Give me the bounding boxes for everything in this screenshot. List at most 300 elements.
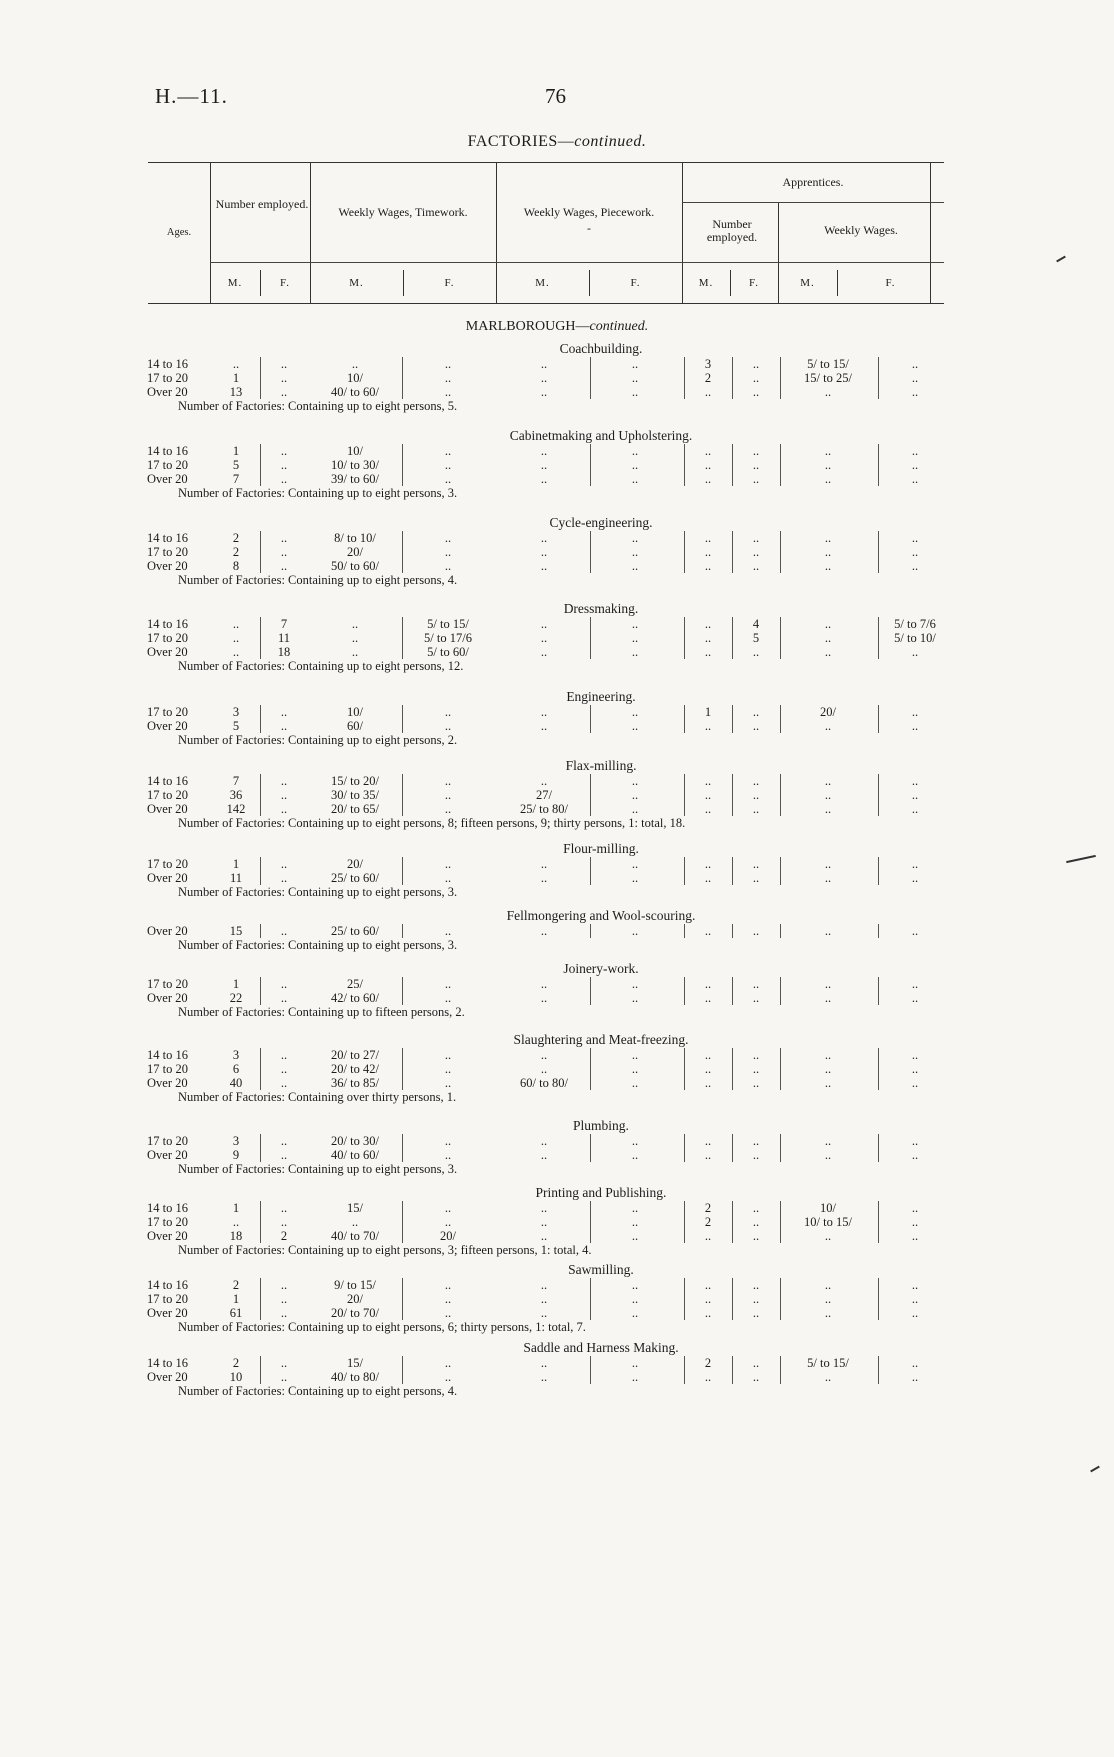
header-m: M. — [535, 277, 550, 289]
cell-apprentice-female: .. — [752, 1201, 760, 1215]
region-heading — [0, 319, 1114, 335]
cell-timework-female: .. — [444, 559, 452, 573]
cell-apprentice-wage-female: .. — [911, 1278, 919, 1292]
cell-apprentice-male: 2 — [704, 1215, 712, 1229]
cell-number-female: .. — [280, 857, 288, 871]
cell-number-female: .. — [280, 559, 288, 573]
cell-apprentice-male: .. — [704, 385, 712, 399]
column-rule — [260, 559, 261, 573]
table-row — [0, 531, 1114, 545]
cell-timework-male: 20/ to 65/ — [331, 802, 379, 816]
cell-apprentice-wage-male: .. — [824, 788, 832, 802]
cell-apprentice-female: .. — [752, 371, 760, 385]
cell-piecework-female: .. — [631, 1048, 639, 1062]
cell-apprentice-female: .. — [752, 1306, 760, 1320]
cell-apprentice-female: .. — [752, 1148, 760, 1162]
table-row — [0, 385, 1114, 399]
cell-apprentice-wage-male: .. — [824, 802, 832, 816]
header-top-rule — [148, 162, 944, 163]
cell-apprentice-wage-male: .. — [824, 991, 832, 1005]
cell-age: Over 20 — [147, 1076, 188, 1090]
column-rule — [260, 545, 261, 559]
cell-piecework-female: .. — [631, 924, 639, 938]
cell-apprentice-female: .. — [752, 857, 760, 871]
cell-apprentice-female: .. — [752, 1048, 760, 1062]
cell-number-male: 1 — [232, 444, 240, 458]
table-row — [0, 617, 1114, 631]
cell-apprentice-female: .. — [752, 1076, 760, 1090]
cell-timework-male: 15/ — [347, 1356, 363, 1370]
cell-number-female: .. — [280, 719, 288, 733]
cell-apprentice-male: .. — [704, 645, 712, 659]
cell-piecework-male: .. — [540, 371, 548, 385]
cell-apprentice-male: .. — [704, 1062, 712, 1076]
cell-timework-female: .. — [444, 385, 452, 399]
cell-apprentice-male: 2 — [704, 1356, 712, 1370]
page-header — [0, 84, 1114, 114]
cell-timework-male: .. — [351, 1215, 359, 1229]
table-row — [0, 559, 1114, 573]
column-rule — [260, 1306, 261, 1320]
cell-number-male: 5 — [232, 458, 240, 472]
title-main: FACTORIES— — [467, 133, 575, 150]
cell-apprentice-female: .. — [752, 719, 760, 733]
table-row — [0, 1306, 1114, 1320]
cell-piecework-male: .. — [540, 631, 548, 645]
cell-apprentice-male: .. — [704, 631, 712, 645]
cell-piecework-female: .. — [631, 357, 639, 371]
column-rule — [260, 1278, 261, 1292]
cell-piecework-male: .. — [540, 357, 548, 371]
cell-apprentice-female: .. — [752, 802, 760, 816]
cell-age: 17 to 20 — [147, 705, 188, 719]
table-row — [0, 631, 1114, 645]
cell-timework-male: 10/ — [347, 371, 363, 385]
cell-apprentice-wage-male: 5/ to 15/ — [807, 357, 849, 371]
cell-number-female: .. — [280, 531, 288, 545]
cell-piecework-male: .. — [540, 1292, 548, 1306]
cell-apprentice-wage-male: .. — [824, 385, 832, 399]
cell-timework-male: .. — [351, 617, 359, 631]
cell-piecework-female: .. — [631, 472, 639, 486]
section-title: Flax-milling. — [565, 758, 637, 773]
cell-apprentice-wage-female: .. — [911, 1356, 919, 1370]
cell-piecework-female: .. — [631, 1292, 639, 1306]
cell-number-male: 1 — [232, 1292, 240, 1306]
header-m: M. — [800, 277, 815, 289]
cell-apprentice-wage-female: .. — [911, 1229, 919, 1243]
table-row — [0, 371, 1114, 385]
cell-number-male: 9 — [232, 1148, 240, 1162]
cell-number-male: 18 — [229, 1229, 243, 1243]
cell-number-male: 142 — [226, 802, 246, 816]
column-rule — [260, 444, 261, 458]
column-rule — [260, 1370, 261, 1384]
cell-apprentice-wage-male: 10/ to 15/ — [804, 1215, 852, 1229]
factories-note: Number of Factories: Containing up to eight persons, 2. — [178, 733, 458, 747]
cell-apprentice-male: .. — [704, 857, 712, 871]
cell-timework-female: .. — [444, 357, 452, 371]
cell-timework-female: .. — [444, 531, 452, 545]
cell-age: 17 to 20 — [147, 545, 188, 559]
cell-number-male: 61 — [229, 1306, 243, 1320]
cell-timework-male: 20/ — [347, 857, 363, 871]
cell-apprentice-male: .. — [704, 871, 712, 885]
section-title: Flour-milling. — [563, 841, 639, 856]
column-rule — [260, 1148, 261, 1162]
table-row — [0, 444, 1114, 458]
column-rule — [260, 645, 261, 659]
cell-apprentice-female: .. — [752, 924, 760, 938]
cell-apprentice-wage-female: .. — [911, 472, 919, 486]
cell-piecework-female: .. — [631, 617, 639, 631]
table-row — [0, 1148, 1114, 1162]
cell-apprentice-wage-female: .. — [911, 545, 919, 559]
table-row — [0, 1370, 1114, 1384]
cell-apprentice-wage-male: .. — [824, 1229, 832, 1243]
section-title: Plumbing. — [573, 1118, 629, 1133]
cell-number-female: .. — [280, 1134, 288, 1148]
cell-piecework-female: .. — [631, 1076, 639, 1090]
table-row — [0, 1134, 1114, 1148]
cell-age: Over 20 — [147, 1306, 188, 1320]
cell-piecework-male: .. — [540, 559, 548, 573]
cell-timework-male: 40/ to 80/ — [331, 1370, 379, 1384]
column-rule — [260, 1048, 261, 1062]
cell-age: Over 20 — [147, 719, 188, 733]
cell-apprentice-male: .. — [704, 1076, 712, 1090]
factory-section — [0, 1339, 1114, 1398]
cell-age: 17 to 20 — [147, 371, 188, 385]
cell-apprentice-male: .. — [704, 559, 712, 573]
column-rule — [260, 458, 261, 472]
cell-piecework-male: .. — [540, 719, 548, 733]
cell-piecework-female: .. — [631, 719, 639, 733]
cell-timework-female: .. — [444, 1201, 452, 1215]
cell-apprentice-wage-female: .. — [911, 1148, 919, 1162]
factories-note: Number of Factories: Containing up to eight persons, 6; thirty persons, 1: total, 7. — [178, 1320, 586, 1334]
cell-piecework-male: .. — [540, 1356, 548, 1370]
header-number-employed: Number employed. — [215, 197, 309, 211]
cell-apprentice-wage-male: .. — [824, 719, 832, 733]
cell-apprentice-male: .. — [704, 991, 712, 1005]
cell-timework-female: .. — [444, 1062, 452, 1076]
cell-number-male: 15 — [229, 924, 243, 938]
header-weekly-timework: Weekly Wages, Timework. — [338, 205, 468, 219]
cell-piecework-female: .. — [631, 977, 639, 991]
cell-age: Over 20 — [147, 559, 188, 573]
cell-piecework-female: .. — [631, 1201, 639, 1215]
cell-number-female: .. — [280, 991, 288, 1005]
cell-apprentice-wage-female: .. — [911, 1201, 919, 1215]
cell-number-female: .. — [280, 385, 288, 399]
factory-section — [0, 1184, 1114, 1257]
cell-timework-male: .. — [351, 357, 359, 371]
cell-timework-male: 30/ to 35/ — [331, 788, 379, 802]
column-rule — [260, 1134, 261, 1148]
header-m: M. — [349, 277, 364, 289]
cell-number-male: 6 — [232, 1062, 240, 1076]
cell-apprentice-wage-male: .. — [824, 857, 832, 871]
cell-number-male: 36 — [229, 788, 243, 802]
cell-timework-male: 50/ to 60/ — [331, 559, 379, 573]
factories-note: Number of Factories: Containing up to eight persons, 8; fifteen persons, 9; thirty persons, 1: total, 18. — [178, 816, 686, 830]
cell-apprentice-male: 2 — [704, 1201, 712, 1215]
column-rule — [260, 871, 261, 885]
header-f: F. — [444, 277, 455, 289]
cell-apprentice-wage-female: .. — [911, 458, 919, 472]
table-row — [0, 1201, 1114, 1215]
cell-piecework-male: 27/ — [536, 788, 552, 802]
cell-piecework-female: .. — [631, 1370, 639, 1384]
table-row — [0, 788, 1114, 802]
cell-timework-female: .. — [444, 545, 452, 559]
cell-piecework-male: .. — [540, 1278, 548, 1292]
cell-apprentice-wage-female: .. — [911, 788, 919, 802]
cell-piecework-male: .. — [540, 545, 548, 559]
column-rule — [260, 1076, 261, 1090]
title-suffix: continued. — [574, 133, 647, 150]
section-title: Saddle and Harness Making. — [523, 1340, 679, 1355]
cell-timework-male: 10/ — [347, 705, 363, 719]
table-row — [0, 458, 1114, 472]
factory-section — [0, 427, 1114, 500]
table-row — [0, 774, 1114, 788]
cell-timework-male: 20/ to 30/ — [331, 1134, 379, 1148]
cell-timework-female: .. — [444, 371, 452, 385]
cell-number-female: .. — [280, 545, 288, 559]
cell-apprentice-female: .. — [752, 705, 760, 719]
section-title: Cabinetmaking and Upholstering. — [509, 428, 693, 443]
cell-piecework-female: .. — [631, 645, 639, 659]
cell-age: 14 to 16 — [147, 1356, 188, 1370]
factory-section — [0, 340, 1114, 413]
table-row — [0, 1062, 1114, 1076]
section-title: Printing and Publishing. — [535, 1185, 667, 1200]
cell-timework-male: 25/ to 60/ — [331, 871, 379, 885]
table-row — [0, 545, 1114, 559]
cell-timework-male: 39/ to 60/ — [331, 472, 379, 486]
cell-apprentice-male: .. — [704, 545, 712, 559]
cell-apprentice-male: .. — [704, 444, 712, 458]
cell-number-female: .. — [280, 705, 288, 719]
cell-number-female: .. — [280, 788, 288, 802]
margin-mark — [1056, 256, 1066, 263]
cell-apprentice-wage-female: .. — [911, 924, 919, 938]
cell-apprentice-wage-female: .. — [911, 774, 919, 788]
cell-timework-female: .. — [444, 1292, 452, 1306]
cell-timework-female: 5/ to 60/ — [427, 645, 469, 659]
column-rule — [260, 1229, 261, 1243]
cell-timework-male: 40/ to 60/ — [331, 1148, 379, 1162]
cell-apprentice-wage-male: 15/ to 25/ — [804, 371, 852, 385]
cell-piecework-male: .. — [540, 774, 548, 788]
cell-age: Over 20 — [147, 1148, 188, 1162]
cell-number-female: 2 — [280, 1229, 288, 1243]
cell-timework-female: .. — [444, 774, 452, 788]
cell-timework-female: .. — [444, 924, 452, 938]
cell-piecework-female: .. — [631, 371, 639, 385]
factories-note: Number of Factories: Containing up to eight persons, 3. — [178, 1162, 458, 1176]
cell-piecework-male: .. — [540, 458, 548, 472]
cell-timework-male: 15/ to 20/ — [331, 774, 379, 788]
cell-apprentice-female: .. — [752, 357, 760, 371]
header-app-number-employed: Number employed. — [706, 217, 758, 244]
cell-apprentice-female: .. — [752, 774, 760, 788]
cell-apprentice-wage-female: .. — [911, 531, 919, 545]
cell-number-male: 5 — [232, 719, 240, 733]
cell-timework-female: .. — [444, 1134, 452, 1148]
column-rule — [260, 924, 261, 938]
cell-apprentice-female: .. — [752, 1356, 760, 1370]
column-rule — [260, 991, 261, 1005]
cell-timework-male: 25/ to 60/ — [331, 924, 379, 938]
cell-piecework-male: .. — [540, 444, 548, 458]
factory-section — [0, 907, 1114, 952]
cell-number-female: .. — [280, 458, 288, 472]
cell-apprentice-wage-male: .. — [824, 1134, 832, 1148]
cell-piecework-male: .. — [540, 1370, 548, 1384]
cell-age: 17 to 20 — [147, 1292, 188, 1306]
cell-apprentice-wage-male: .. — [824, 545, 832, 559]
cell-piecework-male: .. — [540, 705, 548, 719]
cell-number-female: .. — [280, 1076, 288, 1090]
cell-piecework-male: .. — [540, 857, 548, 871]
table-row — [0, 977, 1114, 991]
cell-apprentice-male: .. — [704, 617, 712, 631]
cell-piecework-male: .. — [540, 1201, 548, 1215]
column-rule — [260, 1356, 261, 1370]
cell-age: 14 to 16 — [147, 444, 188, 458]
cell-timework-male: 40/ to 60/ — [331, 385, 379, 399]
header-f: F. — [749, 277, 759, 289]
column-rule — [260, 617, 261, 631]
cell-number-male: 3 — [232, 1048, 240, 1062]
cell-apprentice-wage-female: .. — [911, 719, 919, 733]
cell-apprentice-female: .. — [752, 645, 760, 659]
cell-apprentice-wage-female: .. — [911, 857, 919, 871]
cell-piecework-male: .. — [540, 531, 548, 545]
cell-age: Over 20 — [147, 991, 188, 1005]
cell-age: 14 to 16 — [147, 357, 188, 371]
factories-note: Number of Factories: Containing up to fifteen persons, 2. — [178, 1005, 465, 1019]
cell-apprentice-wage-male: .. — [824, 1292, 832, 1306]
cell-age: 14 to 16 — [147, 774, 188, 788]
cell-apprentice-female: .. — [752, 385, 760, 399]
section-title: Dressmaking. — [563, 601, 639, 616]
cell-apprentice-wage-female: .. — [911, 1048, 919, 1062]
cell-number-male: 2 — [232, 531, 240, 545]
cell-apprentice-wage-female: .. — [911, 1215, 919, 1229]
cell-apprentice-wage-female: .. — [911, 1134, 919, 1148]
table-row — [0, 1356, 1114, 1370]
cell-timework-male: 60/ — [347, 719, 363, 733]
cell-age: Over 20 — [147, 1370, 188, 1384]
cell-number-male: 2 — [232, 545, 240, 559]
table-row — [0, 1048, 1114, 1062]
cell-number-female: .. — [280, 1356, 288, 1370]
header-apprentices-rule — [682, 202, 944, 203]
cell-apprentice-male: .. — [704, 719, 712, 733]
cell-apprentice-female: .. — [752, 545, 760, 559]
cell-apprentice-female: 5 — [752, 631, 760, 645]
factory-section — [0, 960, 1114, 1019]
cell-age: 17 to 20 — [147, 977, 188, 991]
factory-section — [0, 840, 1114, 899]
cell-timework-female: .. — [444, 1356, 452, 1370]
cell-number-male: 8 — [232, 559, 240, 573]
cell-number-female: .. — [280, 1215, 288, 1229]
cell-number-male: 10 — [229, 1370, 243, 1384]
cell-piecework-female: .. — [631, 1215, 639, 1229]
cell-apprentice-wage-male: 10/ — [820, 1201, 836, 1215]
factory-section — [0, 688, 1114, 747]
cell-piecework-female: .. — [631, 705, 639, 719]
factories-note: Number of Factories: Containing up to eight persons, 3. — [178, 486, 458, 500]
cell-apprentice-wage-female: .. — [911, 1292, 919, 1306]
header-bottom-rule — [148, 303, 944, 304]
header-apprentices: Apprentices. — [782, 175, 844, 189]
cell-piecework-male: 25/ to 80/ — [520, 802, 568, 816]
cell-apprentice-wage-male: .. — [824, 1370, 832, 1384]
table-row — [0, 991, 1114, 1005]
cell-piecework-female: .. — [631, 1356, 639, 1370]
cell-piecework-female: .. — [631, 991, 639, 1005]
cell-apprentice-female: .. — [752, 531, 760, 545]
section-title: Slaughtering and Meat-freezing. — [513, 1032, 689, 1047]
cell-apprentice-female: 4 — [752, 617, 760, 631]
factory-section — [0, 1031, 1114, 1104]
cell-apprentice-female: .. — [752, 1215, 760, 1229]
table-row — [0, 472, 1114, 486]
cell-apprentice-female: .. — [752, 559, 760, 573]
cell-apprentice-wage-male: .. — [824, 645, 832, 659]
cell-apprentice-wage-female: .. — [911, 1370, 919, 1384]
table-row — [0, 857, 1114, 871]
cell-age: Over 20 — [147, 924, 188, 938]
header-f: F. — [885, 277, 896, 289]
cell-apprentice-female: .. — [752, 472, 760, 486]
cell-apprentice-male: .. — [704, 531, 712, 545]
cell-apprentice-female: .. — [752, 1292, 760, 1306]
cell-piecework-female: .. — [631, 458, 639, 472]
cell-number-male: .. — [232, 1215, 240, 1229]
cell-piecework-female: .. — [631, 857, 639, 871]
cell-apprentice-female: .. — [752, 1062, 760, 1076]
cell-piecework-female: .. — [631, 1306, 639, 1320]
cell-timework-female: .. — [444, 1076, 452, 1090]
page-number: 76 — [545, 84, 566, 108]
cell-apprentice-male: .. — [704, 1278, 712, 1292]
cell-piecework-male: .. — [540, 1048, 548, 1062]
column-rule — [260, 631, 261, 645]
cell-timework-female: .. — [444, 802, 452, 816]
cell-apprentice-male: 3 — [704, 357, 712, 371]
cell-number-male: 40 — [229, 1076, 243, 1090]
table-row — [0, 1076, 1114, 1090]
cell-number-female: 11 — [277, 631, 291, 645]
cell-number-female: .. — [280, 1370, 288, 1384]
column-rule — [260, 774, 261, 788]
cell-number-female: .. — [280, 444, 288, 458]
section-title: Cycle-engineering. — [549, 515, 653, 530]
cell-apprentice-male: .. — [704, 472, 712, 486]
cell-apprentice-wage-female: .. — [911, 802, 919, 816]
cell-apprentice-male: .. — [704, 1048, 712, 1062]
cell-number-male: 22 — [229, 991, 243, 1005]
cell-apprentice-female: .. — [752, 977, 760, 991]
cell-age: 17 to 20 — [147, 458, 188, 472]
